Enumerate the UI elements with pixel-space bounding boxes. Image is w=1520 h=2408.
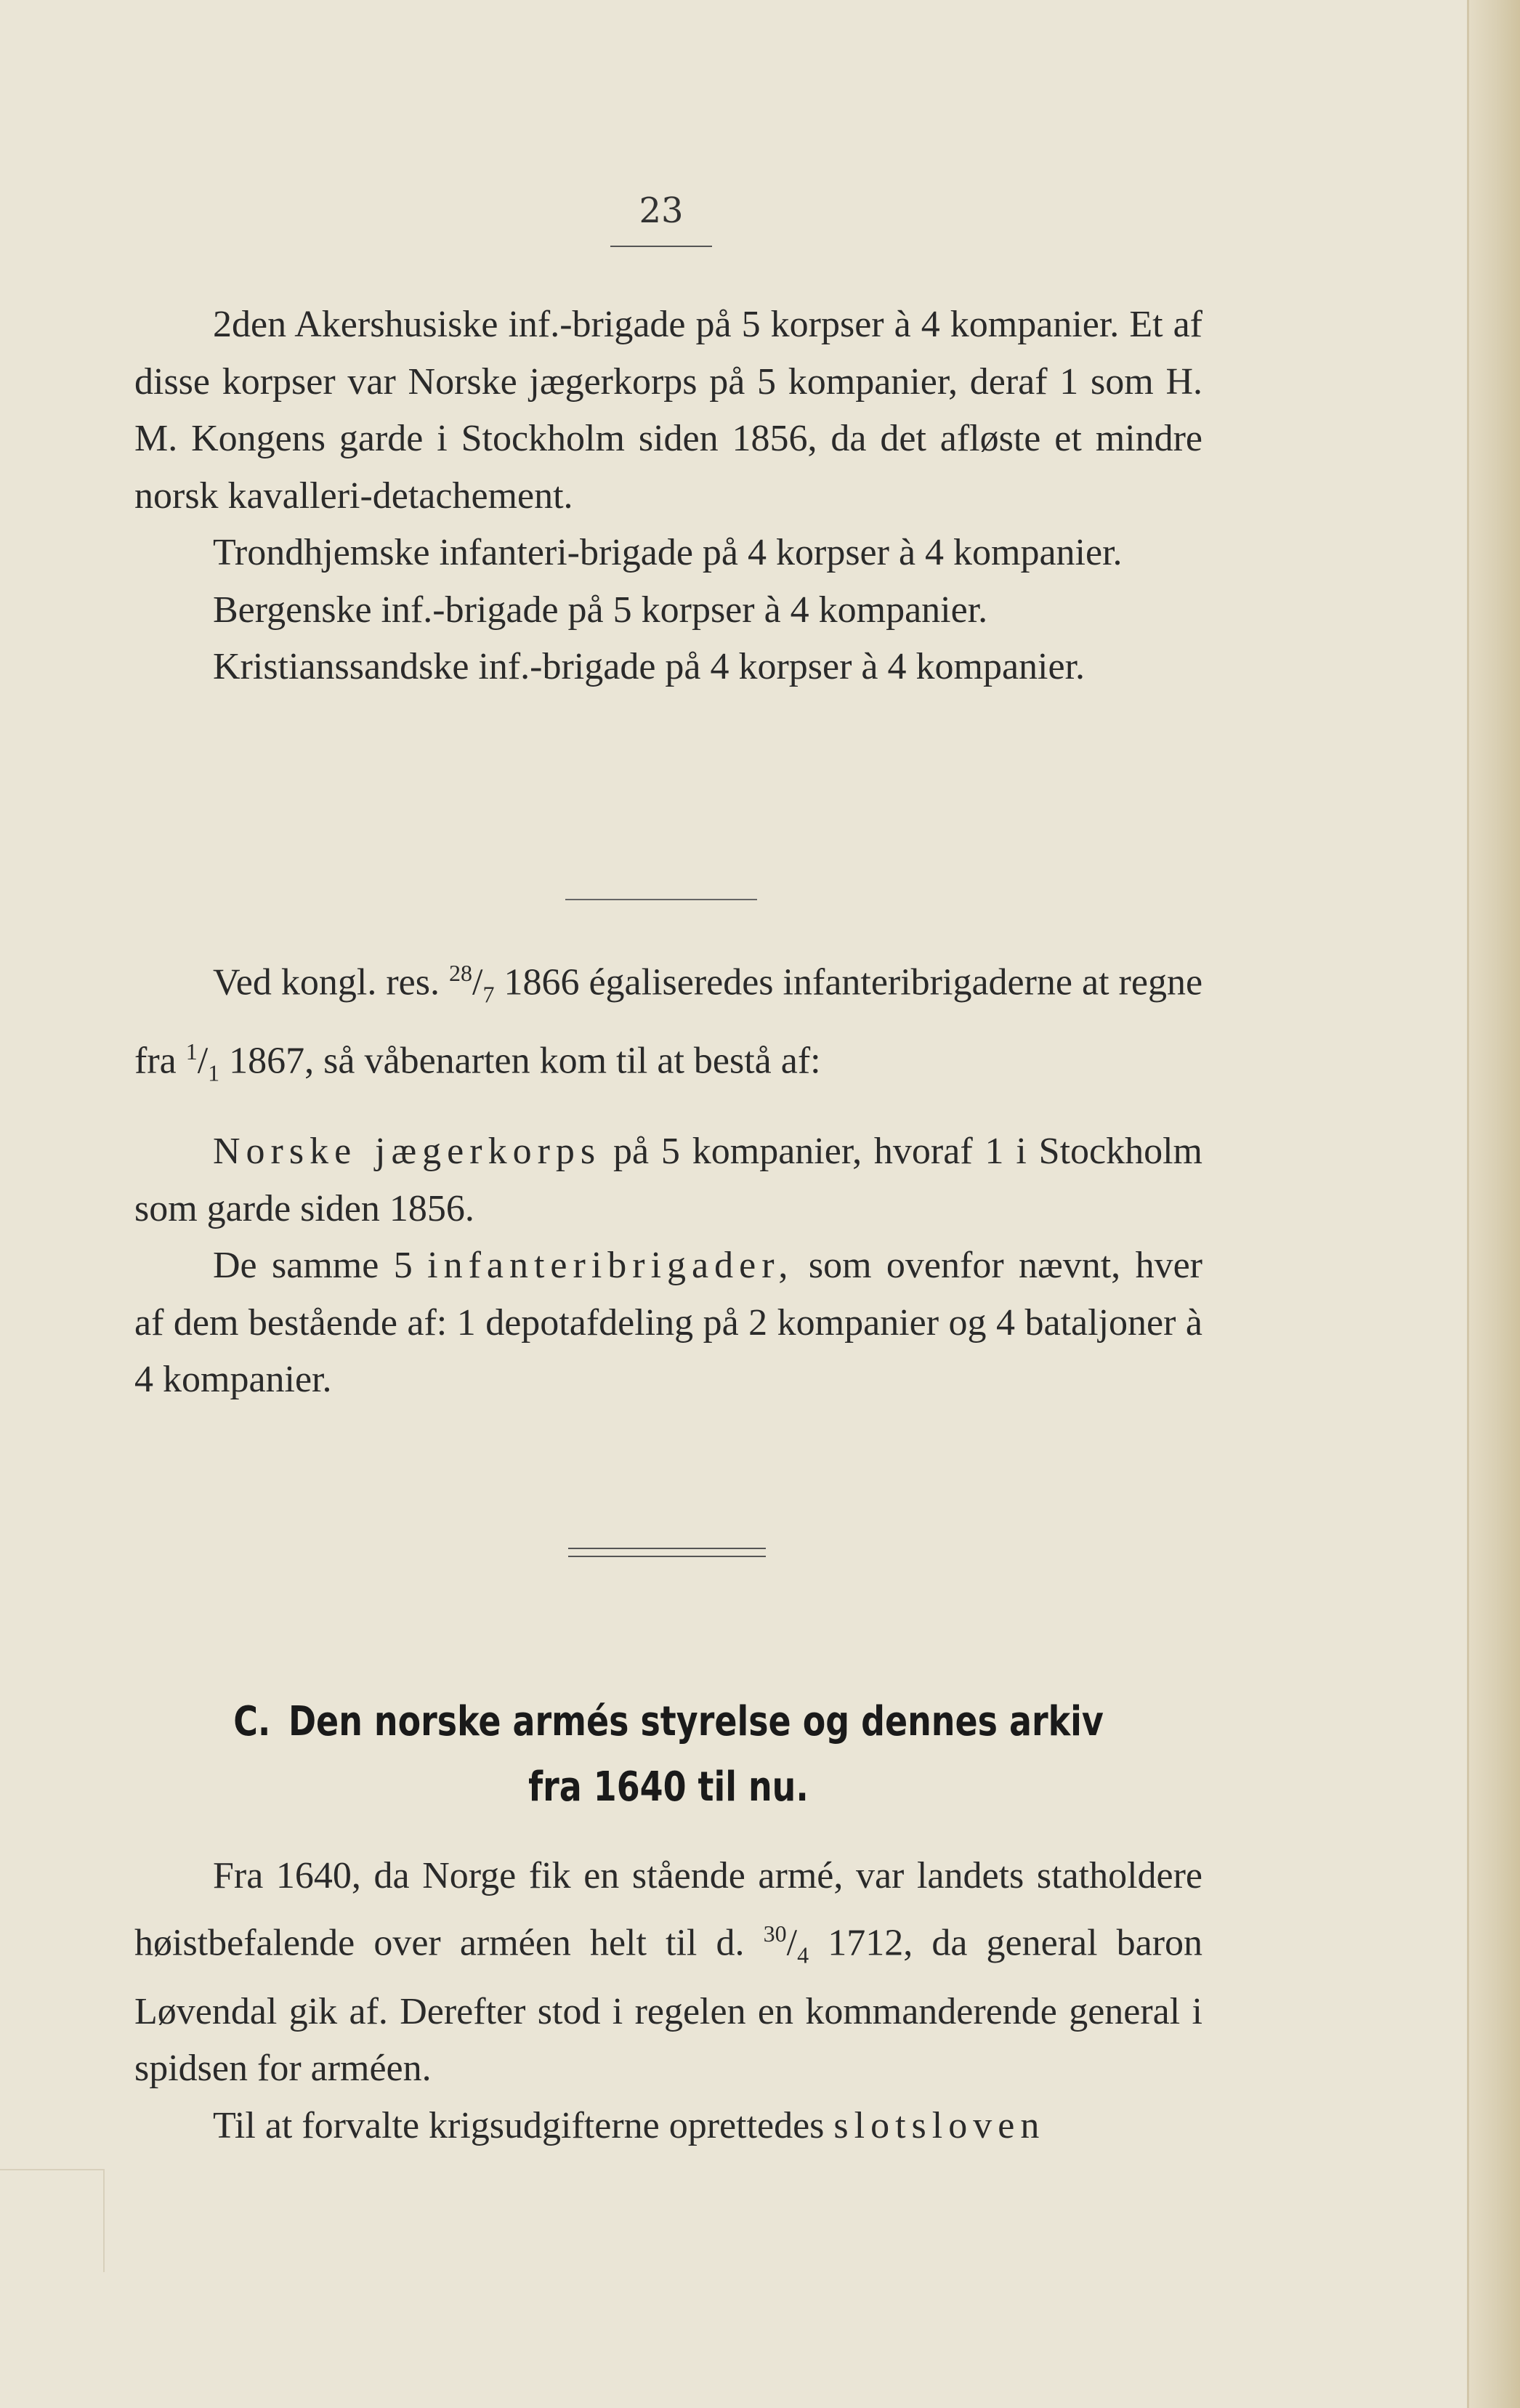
page-fold-line [1467, 0, 1469, 2408]
paragraph-royal-resolution: Ved kongl. res. $^{28}/_7$ 1866 égaliseredes infanteribrigaderne at regne fra $^1/_1$ 1867, så våbenarten kom til at bestå af: [134, 960, 1203, 1086]
emphasized-term: infanteribrigader, [427, 1245, 794, 1287]
page-edge-shadow [1469, 0, 1520, 2408]
scan-corner-mark [0, 2169, 105, 2272]
administration-block [134, 1848, 1202, 2154]
paragraph-jaegerkorps [134, 1123, 1202, 1237]
section-separator-rule [565, 899, 757, 900]
paragraph-statholdere: Fra 1640, da Norge fik en stående armé, var landets statholdere høistbefalende over arméen helt til d. $^{30}/_4$ 1712, da general baron Løvendal gik af. Derefter stod i regelen en kommanderende general i spidsen for arméen. [134, 1855, 1203, 2090]
section-heading [230, 1689, 1106, 1820]
date-month: 4 [797, 1942, 809, 1968]
date-month: 7 [482, 981, 495, 1008]
date-day: 30 [763, 1920, 787, 1947]
text-fragment: Ved kongl. res. [213, 961, 440, 1003]
date-month: 1 [208, 1059, 220, 1086]
date-day: 28 [448, 960, 472, 986]
section-letter: C. [233, 1698, 271, 1745]
paragraph-trondhjem: Trondhjemske infanteri-brigade på 4 korpser à 4 kompanier. [213, 532, 1123, 573]
text-fragment: 1712, da general baron Løvendal gik af. Derefter stod i regelen en kommanderende general i spidsen for arméen. [134, 1921, 1203, 2090]
emphasized-term: Norske jægerkorps [213, 1131, 602, 1173]
page-number-rule [610, 246, 712, 247]
text-fragment: Til at forvalte krigsudgifterne oprettedes [213, 2104, 825, 2146]
text-fragment: som ovenfor nævnt, hver af dem bestående af: 1 depotafdeling på 2 kompanier og 4 bataljoner à 4 kompanier. [134, 1245, 1202, 1401]
text-fragment: De samme 5 [213, 1245, 413, 1287]
brigade-list-block [134, 296, 1202, 696]
text-fragment: 1866 égaliseredes infanteribrigaderne at regne fra [134, 961, 1203, 1082]
text-fragment: Fra 1640, da Norge fik en stående armé, var landets statholdere høistbefalende over arméen helt til d. [134, 1855, 1202, 1963]
paragraph-akershus: 2den Akershusiske inf.-brigade på 5 korpser à 4 kompanier. Et af disse korpser var Norske jægerkorps på 5 kompanier, deraf 1 som H. M. Kongens garde i Stockholm siden 1856, da det afløste et mindre norsk kavalleri-detachement. [134, 304, 1202, 517]
date-day: 1 [185, 1038, 198, 1065]
paragraph-kristianssand: Kristianssandske inf.-brigade på 4 korpser à 4 kompanier. [213, 646, 1086, 687]
double-separator-rule [568, 1548, 766, 1557]
royal-resolution-block [134, 945, 1202, 1409]
paragraph-bergen: Bergenske inf.-brigade på 5 korpser à 4 kompanier. [213, 589, 988, 631]
paragraph-infanteribrigader [134, 1237, 1202, 1409]
text-fragment: på 5 kompanier, hvoraf 1 i Stockholm som garde siden 1856. [134, 1131, 1202, 1229]
section-title: Den norske armés styrelse og dennes arkiv fra 1640 til nu. [288, 1698, 1104, 1811]
emphasized-term: slotsloven [833, 2104, 1046, 2146]
paragraph-krigsudgifter [134, 2098, 1202, 2155]
text-fragment: 1867, så våbenarten kom til at bestå af: [229, 1040, 821, 1082]
page-number: 23 [639, 190, 684, 231]
